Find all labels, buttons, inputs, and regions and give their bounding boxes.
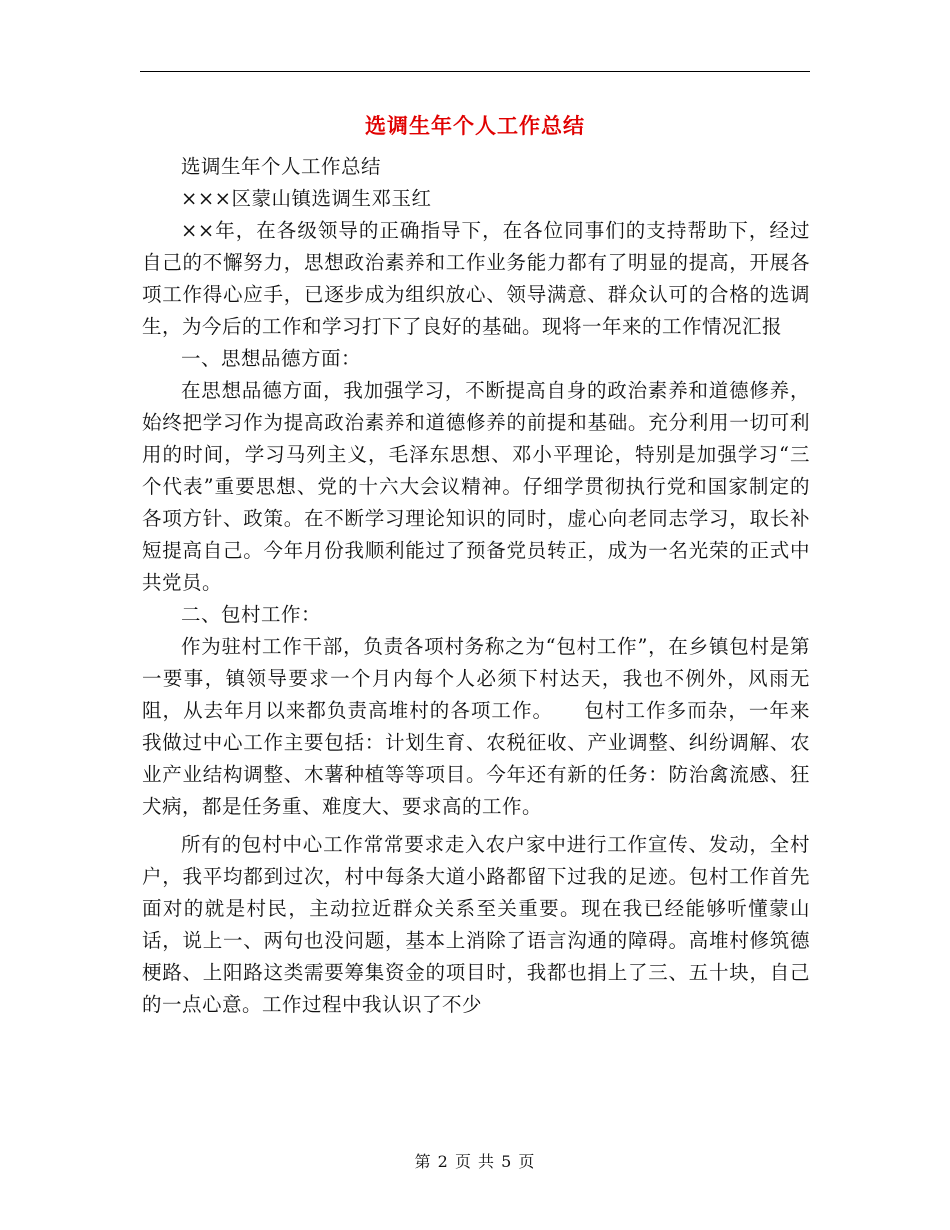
subtitle-line: 选调生年个人工作总结 (181, 155, 382, 178)
village-work-paragraph: 作为驻村工作干部，负责各项村务称之为“包村工作”，在乡镇包村是第一要事，镇领导要求一个月内每个人必须下村达天，我也不例外，风雨无阻，从去年月以来都负责高堆村的各项工作。 包村工作多而杂，一年来我做过中心工作主要包括：计划生育、农税征收、产业调整、纠纷调解、农业产业结构调整、木薯种植等等项目。今年还有新的任务：防治禽流感、狂犬病，都是任务重、难度大、要求高的工作。 (142, 635, 810, 818)
intro-paragraph: ××年，在各级领导的正确指导下，在各位同事们的支持帮助下，经过自己的不懈努力，思想政治素养和工作业务能力都有了明显的提高，开展各项工作得心应手，已逐步成为组织放心、领导满意、群众认可的合格的选调生，为今后的工作和学习打下了良好的基础。现将一年来的工作情况汇报 (142, 219, 810, 338)
page-number-footer: 第 2 页 共 5 页 (414, 1152, 536, 1171)
ideology-paragraph: 在思想品德方面，我加强学习，不断提高自身的政治素养和道德修养，始终把学习作为提高政治素养和道德修养的前提和基础。充分利用一切可利用的时间，学习马列主义，毛泽东思想、邓小平理论，特别是加强学习“三个代表”重要思想、党的十六大会议精神。仔细学贯彻执行党和国家制定的各项方针、政策。在不断学习理论知识的同时，虚心向老同志学习，取长补短提高自己。今年月份我顺利能过了预备党员转正，成为一名光荣的正式中共党员。 (142, 379, 810, 594)
document-body (142, 151, 810, 1021)
document-title: 选调生年个人工作总结 (365, 113, 585, 138)
header-rule (140, 71, 810, 72)
section-heading-ideology: 一、思想品德方面： (181, 347, 362, 370)
section-heading-village-work: 二、包村工作： (181, 603, 322, 626)
village-visits-paragraph: 所有的包村中心工作常常要求走入农户家中进行工作宣传、发动，全村户，我平均都到过次，村中每条大道小路都留下过我的足迹。包村工作首先面对的就是村民，主动拉近群众关系至关重要。现在我已经能够听懂蒙山话，说上一、两句也没问题，基本上消除了语言沟通的障碍。高堆村修筑德梗路、上阳路这类需要筹集资金的项目时，我都也捐上了三、五十块，自己的一点心意。工作过程中我认识了不少 (142, 833, 810, 1016)
author-line: ×××区蒙山镇选调生邓玉红 (181, 187, 432, 210)
